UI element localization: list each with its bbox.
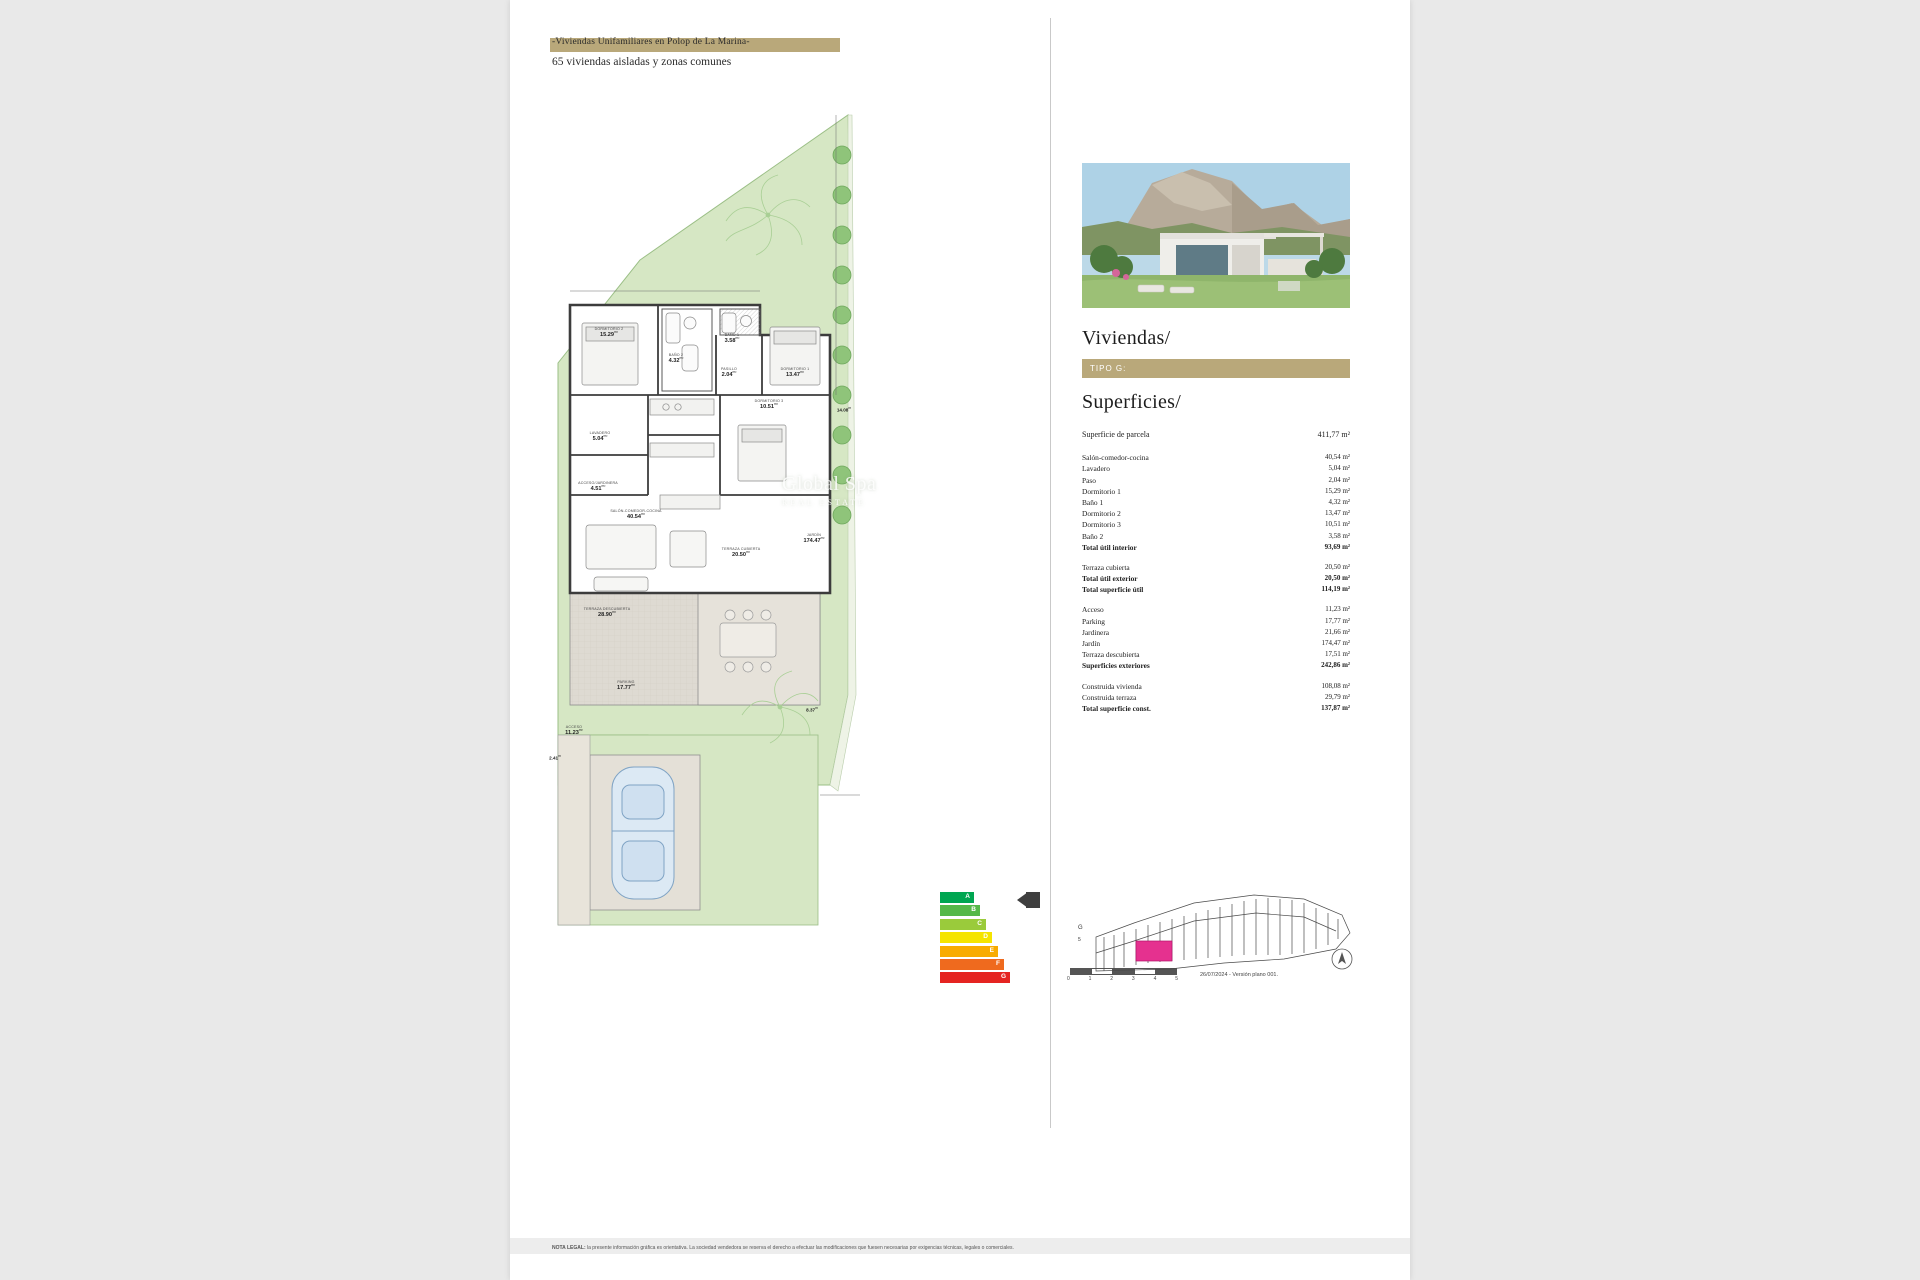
energy-bar-b: B xyxy=(940,905,980,916)
row-value: 2,04 m² xyxy=(1328,475,1350,484)
energy-bar-a: A xyxy=(940,892,974,903)
viviendas-heading: Viviendas/ xyxy=(1082,327,1171,349)
table-row xyxy=(1082,562,1350,573)
table-row-total xyxy=(1082,703,1350,714)
parcel-label: Superficie de parcela xyxy=(1082,430,1150,440)
row-value: 5,04 m² xyxy=(1328,464,1350,473)
room-label: PASILLO $2.04^{m^2}$ xyxy=(720,367,738,378)
watermark: Global Spa REAL ESTATE xyxy=(782,473,877,507)
render-photo xyxy=(1082,163,1350,308)
room-label: DORMITORIO 3 $10.51^{m^2}$ xyxy=(754,399,784,410)
dimension-label: 2.41$^m$ xyxy=(549,754,561,761)
room-label: DORMITORIO 1 $13.47^{m^2}$ xyxy=(780,367,810,378)
legal-note-label: NOTA LEGAL: xyxy=(552,1245,586,1251)
room-label: TERRAZA DESCUBIERTA $28.90^{m^2}$ xyxy=(583,607,631,618)
row-value: 108,08 m² xyxy=(1321,681,1350,690)
dimension-label: 14.08$^m$ xyxy=(836,406,852,413)
vertical-divider xyxy=(1050,18,1051,1128)
table-row xyxy=(1082,474,1350,485)
row-label: Baño 1 xyxy=(1082,497,1104,507)
energy-pointer-box xyxy=(1026,892,1040,908)
table-row-total xyxy=(1082,542,1350,553)
superficies-heading: Superficies/ xyxy=(1082,391,1182,413)
row-value: 29,79 m² xyxy=(1324,692,1350,701)
site-key-plan xyxy=(1074,875,1374,985)
parcel-value: 411,77 m² xyxy=(1317,430,1350,440)
room-label: ACCESO $11.23^{m^2}$ xyxy=(565,725,583,736)
row-value: 242,86 m² xyxy=(1321,661,1350,670)
table-row xyxy=(1082,692,1350,703)
header-title: -Viviendas Unifamiliares en Polop de La Marina- xyxy=(552,37,750,47)
plan-version-note: 26/07/2024 - Versión plano 001. xyxy=(1200,972,1278,978)
row-value: 15,29 m² xyxy=(1324,486,1350,495)
row-label: Jardín xyxy=(1082,639,1101,648)
row-label: Lavadero xyxy=(1082,464,1110,474)
row-label: Total útil interior xyxy=(1082,542,1137,552)
row-value: 17,77 m² xyxy=(1324,616,1350,625)
site-key-plan-drawing xyxy=(1074,875,1374,985)
document-page xyxy=(510,0,1410,1280)
room-label: SALÓN-COMEDOR-COCINA $40.54^{m^2}$ xyxy=(610,509,662,520)
room-label: DORMITORIO 2 $15.29^{m^2}$ xyxy=(594,327,624,338)
energy-bar-g: G xyxy=(940,972,1010,983)
row-value: 20,50 m² xyxy=(1324,574,1350,583)
table-row xyxy=(1082,486,1350,497)
table-row xyxy=(1082,649,1350,660)
key-plan-mark-5: 5 xyxy=(1078,937,1081,943)
render-photo-image xyxy=(1082,163,1350,308)
row-value: 13,47 m² xyxy=(1324,509,1350,518)
row-value: 10,51 m² xyxy=(1324,520,1350,529)
row-label: Dormitorio 2 xyxy=(1082,509,1121,519)
row-label: Salón-comedor-cocina xyxy=(1082,453,1149,463)
row-label: Parking xyxy=(1082,616,1105,626)
room-label: ACCESO/JARDINERA $4.51^{m^2}$ xyxy=(578,481,618,492)
row-value: 17,51 m² xyxy=(1324,650,1350,659)
table-row xyxy=(1082,508,1350,519)
compass-icon xyxy=(1332,949,1352,969)
row-label: Terraza descubierta xyxy=(1082,650,1140,660)
table-row xyxy=(1082,452,1350,463)
energy-bar-e: E xyxy=(940,946,998,957)
room-label: TERRAZA CUBIERTA $20.50^{m^2}$ xyxy=(721,547,761,558)
table-row xyxy=(1082,429,1350,443)
row-label: Acceso xyxy=(1082,605,1104,615)
room-label: PARKING $17.77^{m^2}$ xyxy=(617,680,635,691)
legal-note xyxy=(552,1245,1372,1251)
table-row xyxy=(1082,463,1350,474)
floor-plan-drawing xyxy=(530,95,1030,955)
table-row xyxy=(1082,519,1350,530)
row-label: Construida terraza xyxy=(1082,692,1137,702)
row-label: Jardinera xyxy=(1082,627,1110,637)
row-label: Terraza cubierta xyxy=(1082,562,1130,572)
table-row xyxy=(1082,604,1350,615)
room-label: BAÑO 2 $4.32^{m^2}$ xyxy=(668,353,684,364)
row-label: Paso xyxy=(1082,475,1096,485)
surfaces-table xyxy=(1082,429,1350,714)
energy-bar-f: F xyxy=(940,959,1004,970)
table-row-total xyxy=(1082,660,1350,671)
dimension-label: 8.37$^m$ xyxy=(806,706,818,713)
row-value: 11,23 m² xyxy=(1325,605,1350,614)
room-label: BAÑO 1 $3.58^{m^2}$ xyxy=(724,333,740,344)
row-value: 21,66 m² xyxy=(1324,627,1350,636)
table-row xyxy=(1082,497,1350,508)
row-value: 3,58 m² xyxy=(1328,531,1350,540)
row-value: 137,87 m² xyxy=(1321,703,1350,712)
row-value: 20,50 m² xyxy=(1324,562,1350,571)
room-label: JARDÍN $174.47^{m^2}$ xyxy=(803,533,825,544)
row-value: 40,54 m² xyxy=(1324,453,1350,462)
table-row xyxy=(1082,627,1350,638)
table-row xyxy=(1082,638,1350,649)
legal-note-text: la presente información gráfica es orientativa. La sociedad vendedora se reserva el derecho a efectuar las modificaciones que fuesen necesarias por exigencias técnicas, legales o comerciales. xyxy=(585,1245,1014,1251)
energy-rating-label xyxy=(940,892,1030,987)
key-plan-highlight xyxy=(1136,941,1172,961)
table-row xyxy=(1082,530,1350,541)
row-label: Superficies exteriores xyxy=(1082,661,1150,671)
table-row-total xyxy=(1082,573,1350,584)
table-row xyxy=(1082,616,1350,627)
floor-plan xyxy=(530,95,1030,955)
key-plan-mark-g: G xyxy=(1078,925,1083,931)
room-label: LAVADERO $5.04^{m^2}$ xyxy=(589,431,611,442)
row-value: 93,69 m² xyxy=(1324,542,1350,551)
row-label: Baño 2 xyxy=(1082,531,1104,541)
row-label: Total útil exterior xyxy=(1082,574,1138,584)
tipo-badge: TIPO G: xyxy=(1082,359,1350,378)
energy-bar-c: C xyxy=(940,919,986,930)
row-label: Dormitorio 1 xyxy=(1082,486,1121,496)
row-label: Total superficie útil xyxy=(1082,585,1144,595)
energy-bar-d: D xyxy=(940,932,992,943)
row-label: Total superficie const. xyxy=(1082,703,1151,713)
table-row-total xyxy=(1082,584,1350,595)
scale-bar-numbers: 0 1 2 3 4 5 xyxy=(1067,976,1178,982)
row-value: 4,32 m² xyxy=(1328,497,1350,506)
table-row xyxy=(1082,680,1350,691)
row-value: 114,19 m² xyxy=(1321,585,1350,594)
row-value: 174,47 m² xyxy=(1321,639,1350,647)
header-subtitle: 65 viviendas aisladas y zonas comunes xyxy=(552,56,732,68)
row-label: Dormitorio 3 xyxy=(1082,520,1121,530)
row-label: Construida vivienda xyxy=(1082,681,1142,691)
